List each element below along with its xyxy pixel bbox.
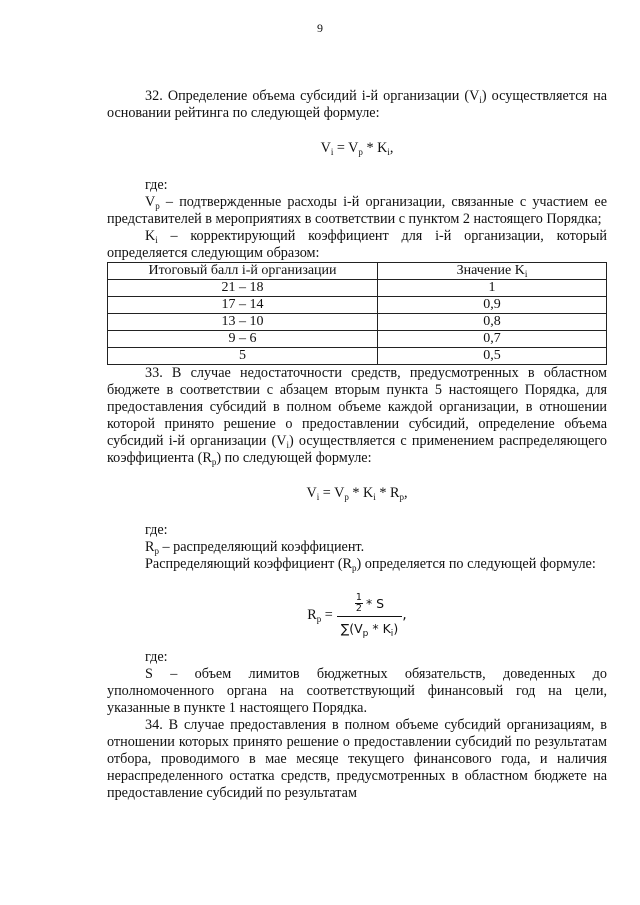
- table-row: [108, 348, 607, 365]
- paragraph-33: 33. В случае недостаточности средств, предусмотренных в областном бюджете в соответствии с абзацем вторым пункта 5 настоящего Порядка, для предоставления субсидий в полном объеме каждой организации, в отношении которой принято решение о предоставлении субсидий, определение объема субсидий i-й организации $(V_i)$ осуществляется с применением распределяющего коэффициента $(R_p)$ по следующей формуле:: [107, 365, 607, 467]
- table-cell-value: 0,8: [378, 314, 607, 331]
- where-label-2: где:: [145, 522, 168, 538]
- formula-vi: $V_i = V_p * K_i$,: [320, 140, 394, 157]
- formula-rp-denominator: $\sum(V_p * K_i)$: [337, 616, 402, 637]
- coefficient-table: [107, 262, 607, 365]
- table-header-row: [108, 263, 607, 280]
- formula-rp-fraction: [337, 593, 402, 637]
- s-definition: S – объем лимитов бюджетных обязательств, доведенных до уполномоченного органа на соответствующий финансовый год на цели, указанные в пункте 1 настоящего Порядка.: [107, 666, 607, 716]
- table-cell-score: 9 – 6: [108, 331, 378, 348]
- paragraph-34: 34. В случае предоставления в полном объеме субсидий организациям, в отношении которых принято решение о предоставлении субсидий по результатам отбора, проводимого в мае месяце текущего финансового года, и наличия нераспределенного остатка средств, предусмотренных в областном бюджете на предоставление субсидий по результатам: [107, 717, 607, 801]
- rp-definition: $R_p$ – распределяющий коэффициент.: [145, 539, 365, 556]
- table-row: [108, 331, 607, 348]
- table-cell-value: 1: [378, 280, 607, 297]
- table-row: [108, 314, 607, 331]
- where-label-1: где:: [145, 177, 168, 193]
- formula-rp-lhs: $R_p$ =: [307, 606, 333, 624]
- formula-rp-comma: ,: [402, 606, 407, 623]
- ki-definition: $K_i$ – корректирующий коэффициент для i-й организации, который определяется следующим образом:: [107, 228, 607, 261]
- table-cell-value: 0,7: [378, 331, 607, 348]
- formula-rp-numerator: $\frac{1}{2}$ * S: [355, 592, 385, 614]
- paragraph-32: 32. Определение объема субсидий i-й организации $(V_i)$ осуществляется на основании рейтинга по следующей формуле:: [107, 88, 607, 121]
- vp-definition: $V_p$ – подтвержденные расходы i-й организации, связанные с участием ее представителей в мероприятиях в соответствии с пунктом 2 настоящего Порядка;: [107, 194, 607, 227]
- table-cell-value: 0,5: [378, 348, 607, 365]
- table-header-score: Итоговый балл i-й организации: [108, 263, 378, 280]
- page-number: 9: [317, 21, 323, 35]
- where-label-3: где:: [145, 649, 168, 665]
- document-body: [107, 88, 607, 802]
- formula-rp: [107, 593, 607, 637]
- table-row: [108, 297, 607, 314]
- one-half-fraction: $\frac{1}{2}$: [355, 592, 362, 614]
- table-cell-score: 5: [108, 348, 378, 365]
- rp-formula-intro: Распределяющий коэффициент $(R_p)$ определяется по следующей формуле:: [145, 556, 596, 573]
- table-row: [108, 280, 607, 297]
- table-header-value: Значение $K_i$: [378, 263, 607, 280]
- formula-vi-rp: $V_i = V_p * K_i * R_p$,: [306, 485, 408, 502]
- table-cell-score: 13 – 10: [108, 314, 378, 331]
- table-cell-score: 21 – 18: [108, 280, 378, 297]
- table-cell-value: 0,9: [378, 297, 607, 314]
- table-cell-score: 17 – 14: [108, 297, 378, 314]
